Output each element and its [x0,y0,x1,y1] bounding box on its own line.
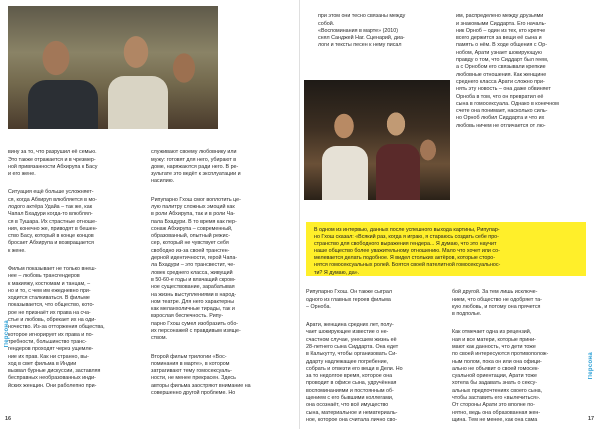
paragraph: Арати, женщина средних лет, полу- чает шокирующее известие о не- счастном случае, унесшем жизнь её 28-летнего сына Сиддарта. Она едет в Калькутту, чтобы организовать Си- ддарту надлежащее погребение, собрать и отвезти его вещи в Дели. Но за то недолгое время, которое она проводит в офисе сына, удручённая воспоминаниями и постоянным об- щением с его бывшими коллегами, она осознаёт, что всё имущество сына, материальное и нематериаль- ное, которое она считала лично сво- [306,322,403,423]
paragraph: Второй фильм трилогии «Вос- поминания в марте», в котором затрагивают тему гомосексуаль- ности, не менее прекрасен. Здесь авторы фильма заостряют внимание на совершенно другой проблеме. Но [151,353,251,396]
left-page-column-2 [151,142,291,408]
paragraph: Ситуация ещё больше усложняет- ся, когда Абхируп влюбляется в мо- лодого актёра Удайа – так же, как Чапал Бхадури когда-то влюблял- ся в Тушара. Их страстные отноше- ния, конечно же, приводят в бешен- ство Басу, который в конце концов бросает Абхирупа и возвращается к жене. [8,189,98,254]
right-page-column-1-bottom [306,282,444,435]
film-still-photo-right [304,80,450,200]
left-page [0,0,300,429]
right-page-column-2-bottom [452,282,584,435]
paragraph: Как отмечает одна из рецензий, ная и все матери, которые прини- мают как данность, что дети тоже по своей интересуются противополож- ным полом, пока он или она офици- ально не объявит о своей гомосек- суальной ориентации, Арати тоже хотела бы задавать знать о сексу- альных предпочтениях своего сына, чтобы заставить его «вылечиться». От стороны Арати это вполне по- нятно, ведь она образованная жен- щина. Тем не менее, как она сама [452,329,549,423]
paragraph: Рипупарно Гхош. Он также сыграл одного из главных героев фильма – Орноба. [306,289,392,310]
paragraph: Рипупарно Гхош смог воплотить це- лую палитру сложных эмоций как в роли Абхирупа, так и в роли Ча- пала Бхадури. В то время как пер- сонаж Абхирупа – современный, образованный, опытный режис- сер, который не чувствует себя свободно из-за своей трансген- дерной идентичности, герой Чапа- ла Бхадури – это трансвестит, че- ловек среднего класса, живущий в 50-60-е годы и влачащий скром- ное существование, зарабатывая на жизнь выступлениями в народ- ном театре. Для него характерны как меланхоличные тирады, так и взрослая беспечность. Рипу- парно Гхош сумел изобразить обо- их персонажей с правдивым изяще- ством. [151,196,241,342]
quote-callout-box: В одном из интервью, данных после успешного выхода картины, Рипупар- но Гхош сказал: «Всякий раз, когда я играю, я стараюсь создать себе про- странство для свободного выражения гендера... Я думаю, что это научит наше общество более уважительному отношению. Мало что хочет или со- мелевается делать подобное. Я видел стольких актёров, которые стоpo- нятся гомосексуальных ролей. Боятся своей пателитной гомосексуальнос- ти? Я думаю, да». [306,222,586,276]
page-number-left: 16 [5,416,12,422]
right-page-column-1-top [318,6,446,61]
right-page-column-2-top [456,6,594,141]
paragraph: вину за то, что разрушил её семью. Это также отражается и в чрезмер- ной привязанности Абхирупа к Басу и его жене. [8,149,98,178]
page-number-right: 17 [588,416,595,422]
paragraph: при этом они тесно связаны между собой. «Воспоминания в марте» (2010) снял Санджей Наг. Сценарий, диа- логи и тексты песен к нему писал [318,13,406,49]
paragraph: им, распределено между друзьями и знакомыми Сиддарта. Его началь- ник Орноб – один из тех, кто крепче всего держится за вещи её сына и память о нём. В ходе общения с Ор- нобом, Арати узнает шокирующую правду о том, что Сиддарт был геем, а с Орнобом его связывали крепкие любовные отношения. Как женщине среднего класса Арати сложно при- нять эту новость – она даже обвиняет Орноба в том, что он превратил её сына в гомосексуала. Однако в конечном счете она понимает, насколько силь- но Орноб любил Сиддарта и что их любовь ничем не отличается от лю- [456,13,559,129]
section-label-right: Персона [588,352,594,380]
paragraph: Фильм показывает не только внеш- нее – любовь трансгендеров к макияжу, костюмам и танцам, – но и то, с чем им ежедневно при- ходится сталкиваться. В фильме показывается, что общество, кото- рое не признаёт их права на сча- стье и любовь, обрекает их на оди- ночество. Из-за отторжения общества, которое игнорирует их права и по- требности, большинство транс- гендеров проходят через ущемле- ние их прав. Как ни странно, вы- ход в свет фильма в Индии вызвал бурные дискуссии, заставляя бесправных необразованных инди- йских женщин. Они раболепно при- [8,265,105,389]
section-label-left: Персона [4,320,10,348]
paragraph: бой другой. За тем лишь исключе- нием, что общество не одобряет та- кую любовь, и потому она прячется в подполье. [452,289,542,318]
left-page-column-1 [8,142,144,401]
paragraph: служивают своему любовнику или мужу: готовят для него, убирают в доме, наряжаются ради него. В ре- зультате это ведёт к эксплуатации и насилию. [151,149,241,185]
film-still-photo-left [8,6,218,129]
